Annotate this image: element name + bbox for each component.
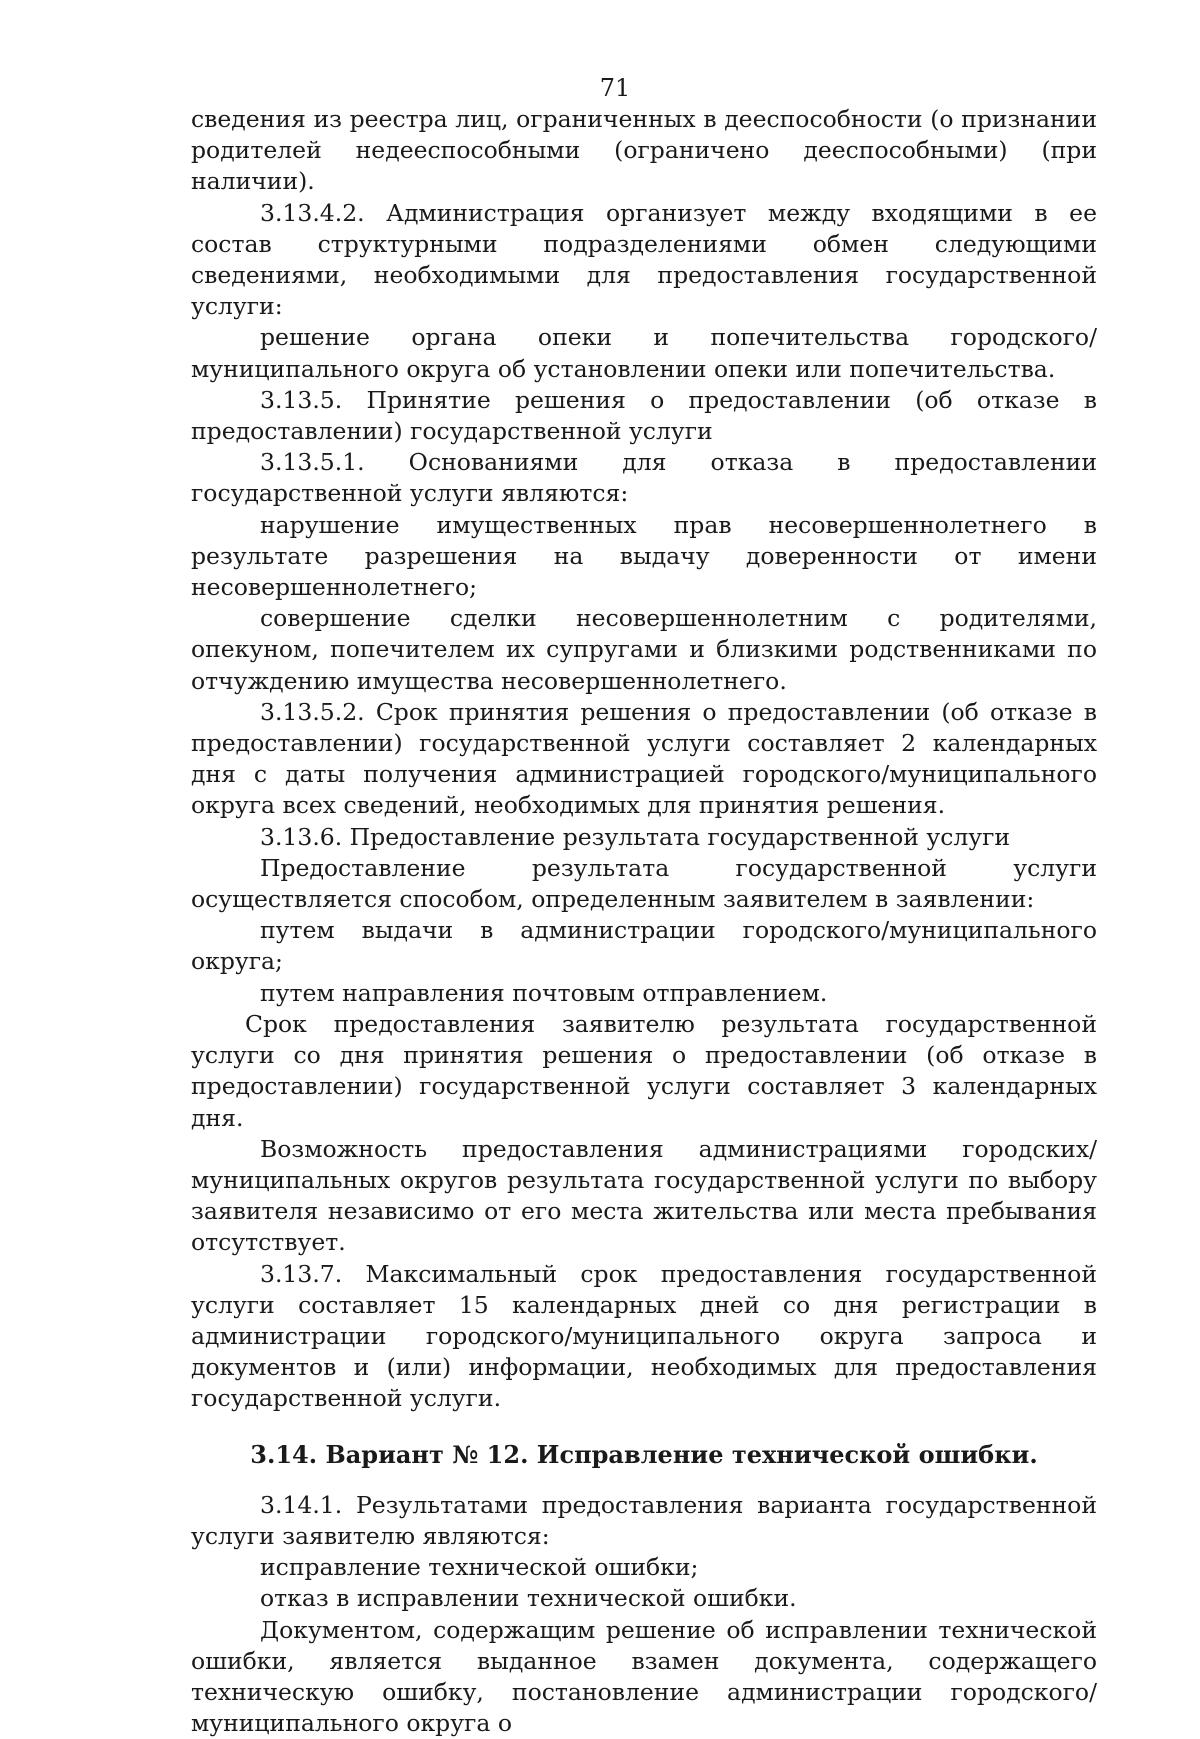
paragraph: Документом, содержащим решение об исправлении технической ошибки, является выданное взамен документа, содержащего техническую ошибку, постановление администрации городского/муниципального округа о — [191, 1615, 1097, 1738]
paragraph: путем выдачи в администрации городского/муниципального округа; — [191, 916, 1097, 976]
paragraph: 3.13.7. Максимальный срок предоставления государственной услуги составляет 15 календарных дней со дня регистрации в администрации городского/муниципального округа запроса и документов и (или) информации, необходимых для предоставления государственной услуги. — [191, 1259, 1097, 1413]
paragraph: исправление технической ошибки; — [260, 1553, 699, 1582]
paragraph: путем направления почтовым отправлением. — [260, 978, 828, 1007]
section-heading: 3.14. Вариант № 12. Исправление технической ошибки. — [250, 1439, 1038, 1469]
paragraph: 3.13.5.1. Основаниями для отказа в предоставлении государственной услуги являются: — [191, 448, 1097, 508]
paragraph: 3.13.4.2. Администрация организует между входящими в ее состав структурными подразделениями обмен следующими сведениями, необходимыми для предоставления государственной услуги: — [191, 198, 1097, 321]
paragraph: 3.13.5. Принятие решения о предоставлении (об отказе в предоставлении) государственной услуги — [191, 385, 1097, 446]
page-number: 71 — [599, 74, 631, 102]
paragraph: Возможность предоставления администрациями городских/муниципальных округов результата государственной услуги по выбору заявителя независимо от его места жительства или места пребывания отсутствует. — [191, 1134, 1097, 1257]
paragraph: решение органа опеки и попечительства городского/муниципального округа об установлении опеки или попечительства. — [191, 323, 1097, 383]
document-body — [191, 104, 1097, 1739]
paragraph: отказ в исправлении технической ошибки. — [260, 1584, 797, 1613]
paragraph: 3.14.1. Результатами предоставления варианта государственной услуги заявителю являются: — [191, 1490, 1097, 1550]
paragraph: 3.13.6. Предоставление результата государственной услуги — [260, 822, 1011, 851]
paragraph: 3.13.5.2. Срок принятия решения о предоставлении (об отказе в предоставлении) государственной услуги составляет 2 календарных дня с даты получения администрацией городского/муниципального округа всех сведений, необходимых для принятия решения. — [191, 697, 1097, 820]
paragraph: сведения из реестра лиц, ограниченных в дееспособности (о признании родителей недееспособными (ограничено дееспособными) (при наличии). — [191, 105, 1097, 196]
paragraph: Срок предоставления заявителю результата государственной услуги со дня принятия решения о предоставлении (об отказе в предоставлении) государственной услуги составляет 3 календарных дня. — [191, 1009, 1097, 1132]
paragraph: Предоставление результата государственной услуги осуществляется способом, определенным заявителем в заявлении: — [191, 853, 1097, 914]
paragraph: нарушение имущественных прав несовершеннолетнего в результате разрешения на выдачу доверенности от имени несовершеннолетнего; — [191, 510, 1097, 602]
paragraph: совершение сделки несовершеннолетним с родителями, опекуном, попечителем их супругами и близкими родственниками по отчуждению имущества несовершеннолетнего. — [191, 604, 1097, 695]
